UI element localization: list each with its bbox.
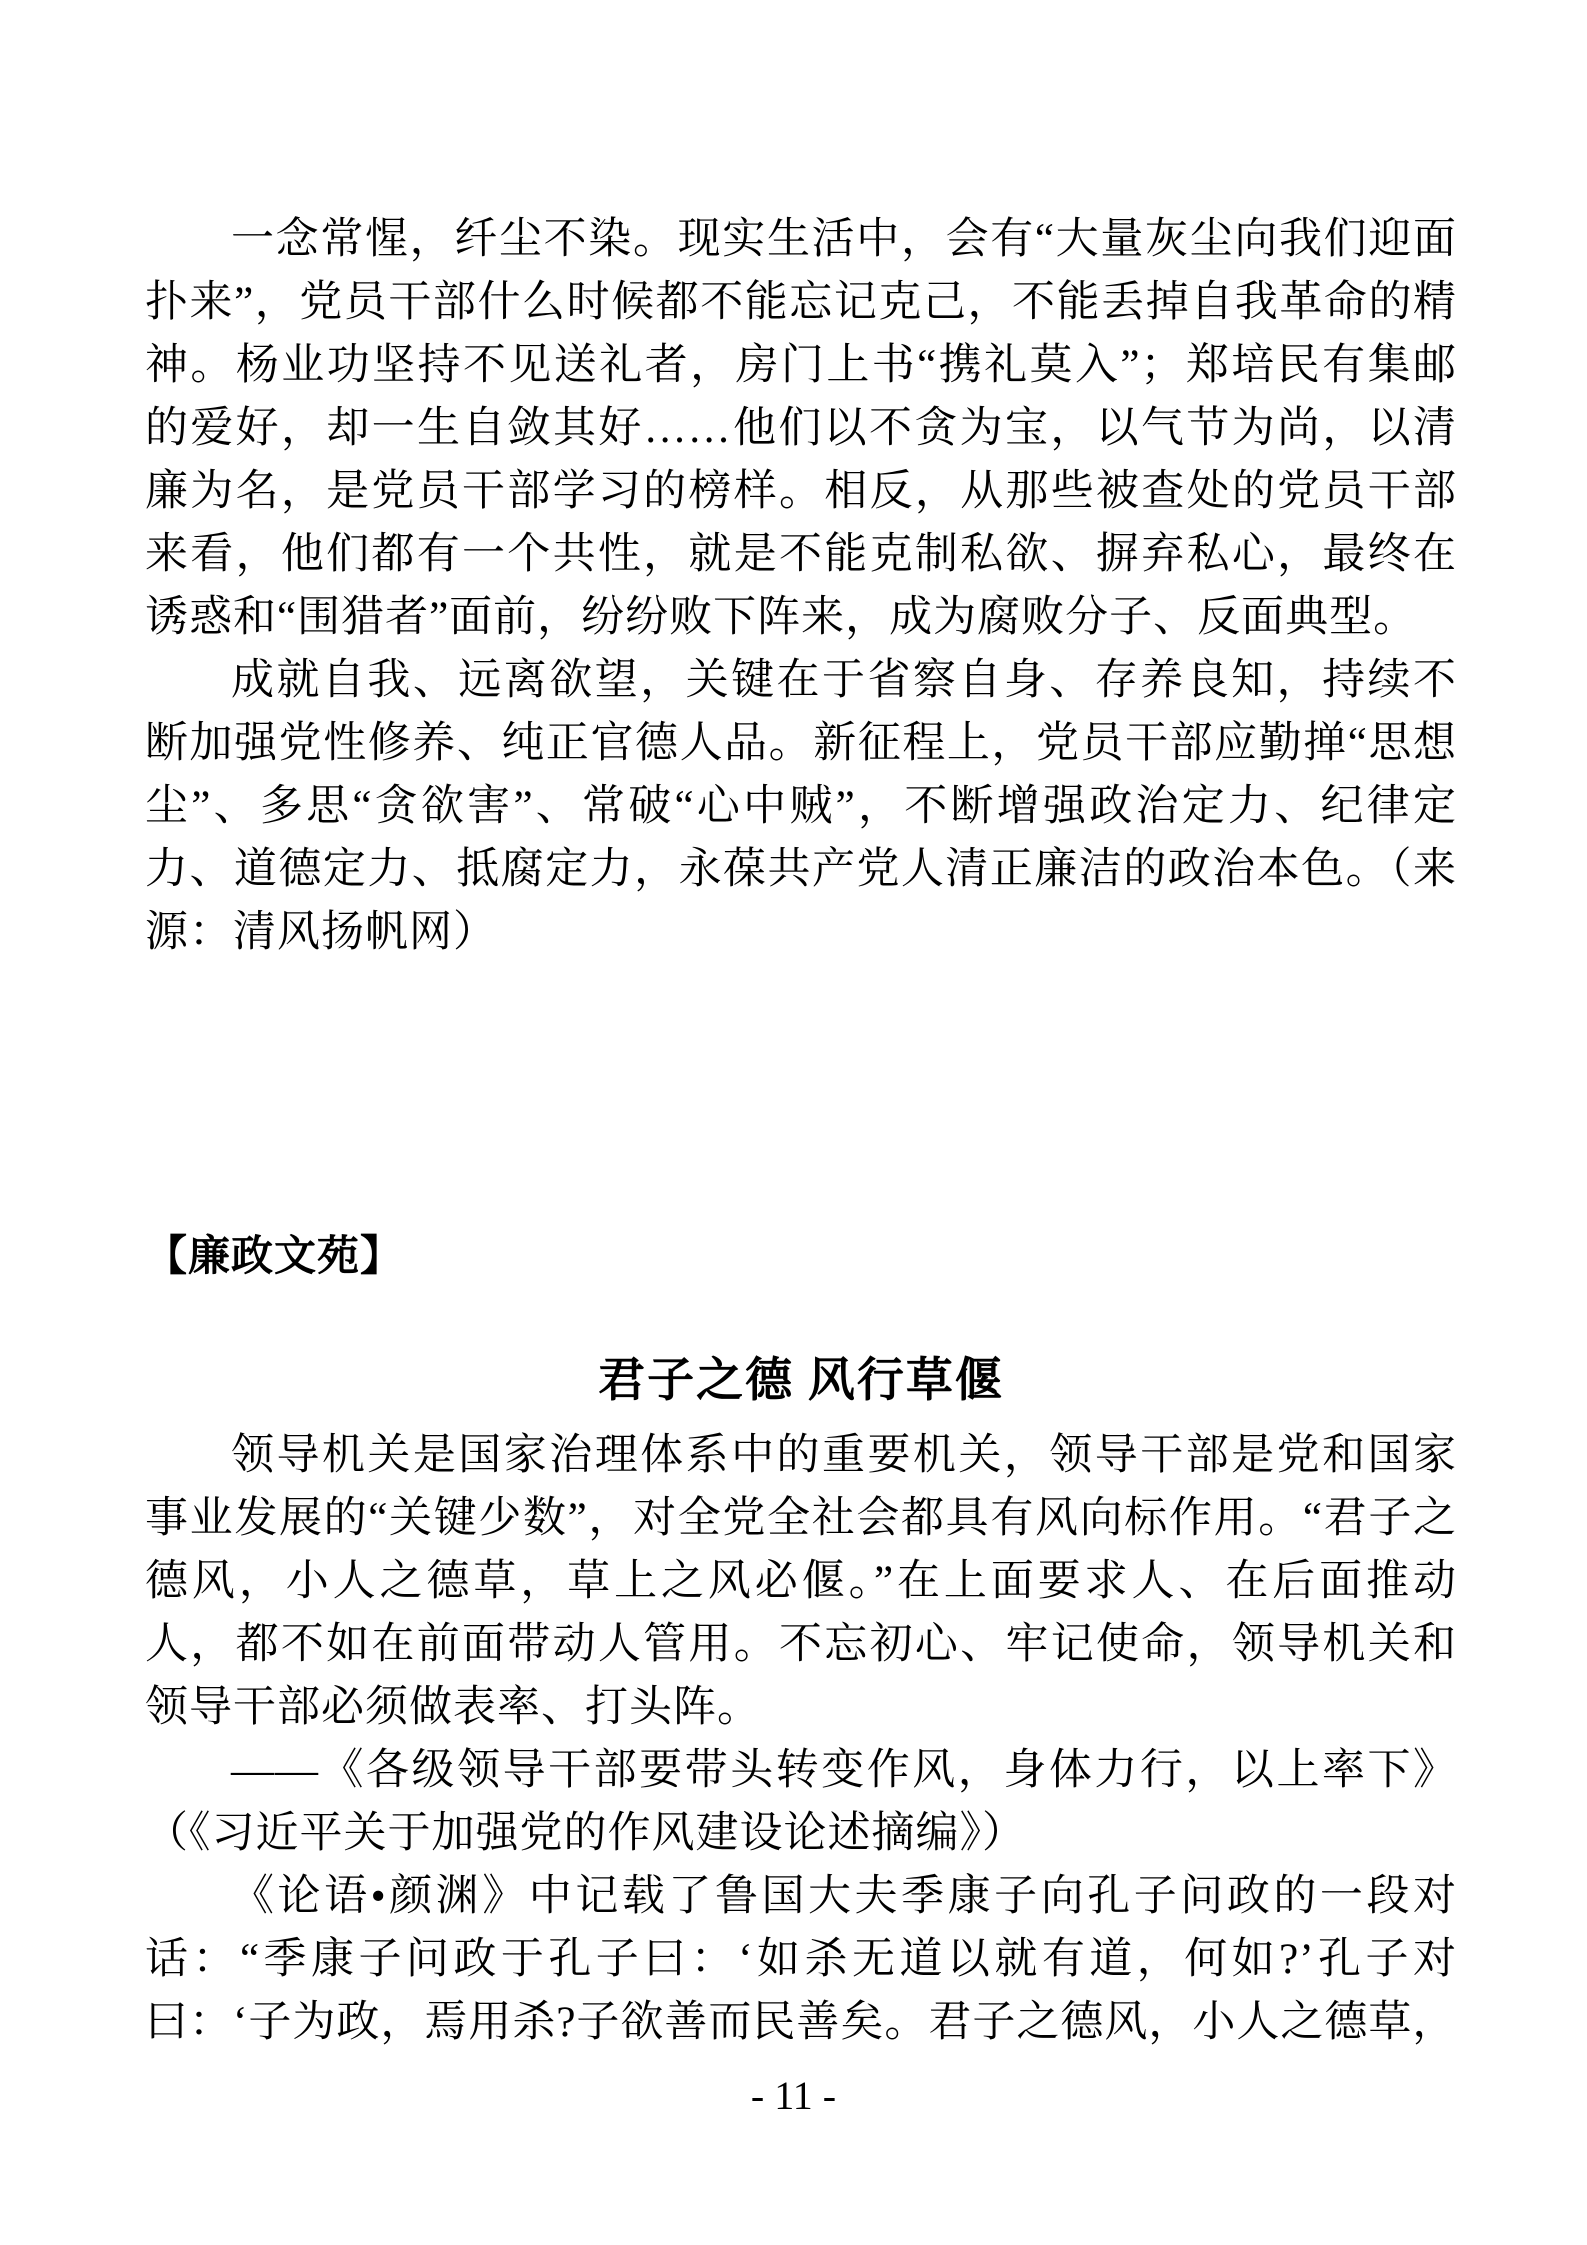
body-section-bottom	[145, 1424, 1457, 2054]
page-number: - 11 -	[750, 2073, 837, 2118]
body-paragraph: 《论语•颜渊》中记载了鲁国大夫季康子向孔子问政的一段对话：“季康子问政于孔子曰：‘如杀无道以就有道，何如?’孔子对曰：‘子为政，焉用杀?子欲善而民善矣。君子之德风，小人之德草，	[145, 1873, 1457, 2046]
body-paragraph: 领导机关是国家治理体系中的重要机关，领导干部是党和国家事业发展的“关键少数”，对全党全社会都具有风向标作用。“君子之德风，小人之德草，草上之风必偃。”在上面要求人、在后面推动人，都不如在前面带动人管用。不忘初心、牢记使命，领导机关和领导干部必须做表率、打头阵。	[145, 1432, 1457, 1731]
article-title: 君子之德 风行草偃	[598, 1355, 1004, 1407]
body-paragraph: 一念常惺，纤尘不染。现实生活中，会有“大量灰尘向我们迎面扑来”，党员干部什么时候都不能忘记克己，不能丢掉自我革命的精神。杨业功坚持不见送礼者，房门上书“携礼莫入”；郑培民有集邮的爱好，却一生自敛其好……他们以不贪为宝，以气节为尚，以清廉为名，是党员干部学习的榜样。相反，从那些被查处的党员干部来看，他们都有一个共性，就是不能克制私欲、摒弃私心，最终在诱惑和“围猎者”面前，纷纷败下阵来，成为腐败分子、反面典型。	[145, 216, 1457, 641]
section-header: 【廉政文苑】	[145, 1232, 404, 1279]
body-section-top	[145, 208, 1457, 964]
body-paragraph: 成就自我、远离欲望，关键在于省察自身、存养良知，持续不断加强党性修养、纯正官德人品。新征程上，党员干部应勤掸“思想尘”、多思“贪欲害”、常破“心中贼”，不断增强政治定力、纪律定力、道德定力、抵腐定力，永葆共产党人清正廉洁的政治本色。（来源：清风扬帆网）	[145, 657, 1457, 956]
body-paragraph: ——《各级领导干部要带头转变作风，身体力行，以上率下》（《习近平关于加强党的作风建设论述摘编》）	[145, 1747, 1457, 1857]
